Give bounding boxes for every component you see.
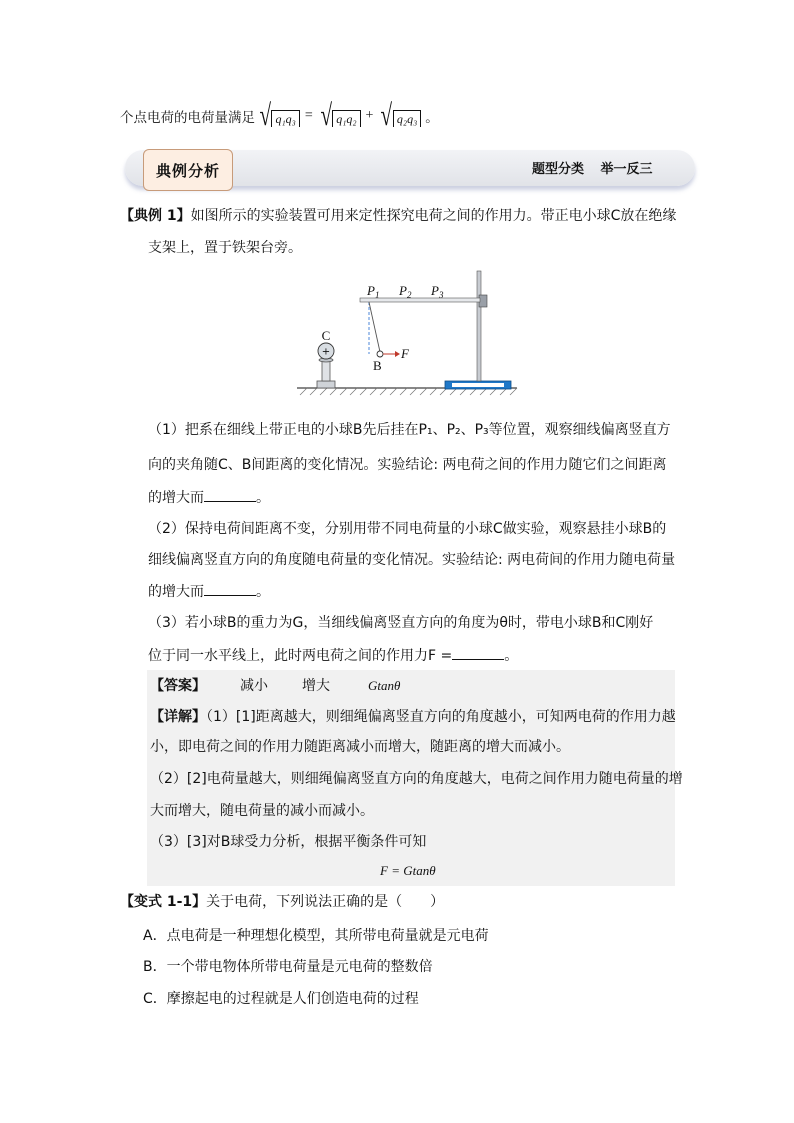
detail-1-line1: 【详解】（1）[1]距离越大，则细绳偏离竖直方向的角度越小，可知两电荷的作用力越 <box>150 709 676 725</box>
variant-label: 【变式 1-1】 <box>120 894 207 910</box>
answer-label: 【答案】 <box>150 678 206 694</box>
example-text-line2: 支架上，置于铁架台旁。 <box>148 240 302 256</box>
detail-2-line2: 大而增大，随电荷量的减小而减小。 <box>150 803 374 819</box>
variant-question: 【变式 1-1】关于电荷，下列说法正确的是（ ） <box>120 894 445 910</box>
relation-prefix: 个点电荷的电荷量满足 <box>120 110 255 126</box>
q1-line1: （1）把系在细线上带正电的小球B先后挂在P₁、P₂、P₃等位置，观察细线偏离竖直方 <box>148 422 671 438</box>
label-p1: $P_1$ <box>367 283 380 300</box>
section-tab: 典例分析 <box>143 149 233 191</box>
label-b: B <box>373 358 382 373</box>
charge-relation-line <box>120 98 439 134</box>
answer-3: Gtanθ <box>368 678 401 693</box>
ball-b <box>377 351 383 357</box>
option-a[interactable]: A．点电荷是一种理想化模型，其所带电荷量就是元电荷 <box>143 928 489 944</box>
thread <box>369 302 380 352</box>
q3-line1: （3）若小球B的重力为G，当细线偏离竖直方向的角度为θ时，带电小球B和C刚好 <box>148 615 654 631</box>
iron-stand-base-inner <box>452 383 504 387</box>
label-p2: $P_2$ <box>399 283 412 300</box>
sqrt-q1q3: √ q₁q₃ <box>257 101 300 131</box>
detail-1-line2: 小，即电荷之间的作用力随距离减小而增大，随距离的增大而减小。 <box>150 739 570 755</box>
relation-end: 。 <box>425 110 439 126</box>
q3-blank[interactable] <box>452 645 504 660</box>
label-p3: $P_3$ <box>431 283 444 300</box>
q3-line2: 位于同一水平线上，此时两电荷之间的作用力F = 。 <box>148 645 518 666</box>
detail-label: 【详解】 <box>150 709 206 725</box>
detail-2-line1: （2）[2]电荷量越大，则细绳偏离竖直方向的角度越大，电荷之间作用力随电荷量的增 <box>150 771 683 787</box>
option-c[interactable]: C．摩擦起电的过程就是人们创造电荷的过程 <box>143 991 419 1007</box>
example-text-line1: 如图所示的实验装置可用来定性探究电荷之间的作用力。带正电小球C放在绝缘 <box>190 208 677 224</box>
answer-line <box>150 676 206 696</box>
q2-line2: 细线偏离竖直方向的角度随电荷量的变化情况。实验结论: 两电荷间的作用力随电荷量 <box>148 552 676 568</box>
q1-line2: 向的夹角随C、B间距离的变化情况。实验结论: 两电荷之间的作用力随它们之间距离 <box>148 457 667 473</box>
sqrt-q1q2: √ q₁q₂ <box>318 101 361 131</box>
example-intro <box>120 206 676 226</box>
detail-formula: F = Gtanθ <box>380 863 436 878</box>
example-label: 【典例 1】 <box>120 208 191 224</box>
experiment-diagram <box>295 268 520 396</box>
stand-post <box>322 360 330 381</box>
answer-1: 减小 <box>240 678 268 694</box>
q1-line3: 的增大而 。 <box>148 487 270 508</box>
plus-sign: + <box>365 108 374 123</box>
q2-line3: 的增大而 。 <box>148 581 270 602</box>
section-subtitle: 题型分类 举一反三 <box>532 162 653 177</box>
detail-3-line1: （3）[3]对B球受力分析，根据平衡条件可知 <box>150 834 427 850</box>
sqrt-q2q3: √ q₂q₃ <box>378 101 421 131</box>
iron-stand-rod <box>477 271 481 381</box>
equals-sign: = <box>304 108 313 123</box>
option-b[interactable]: B．一个带电物体所带电荷量是元电荷的整数倍 <box>143 959 433 975</box>
q1-blank[interactable] <box>204 487 256 502</box>
label-f: F <box>401 346 409 361</box>
svg-text:+: + <box>321 346 331 358</box>
stand-base <box>317 381 335 388</box>
q2-blank[interactable] <box>204 581 256 596</box>
q2-line1: （2）保持电荷间距离不变，分别用带不同电荷量的小球C做实验，观察悬挂小球B的 <box>148 521 667 537</box>
label-c: C <box>321 328 331 343</box>
answer-2: 增大 <box>302 678 330 694</box>
